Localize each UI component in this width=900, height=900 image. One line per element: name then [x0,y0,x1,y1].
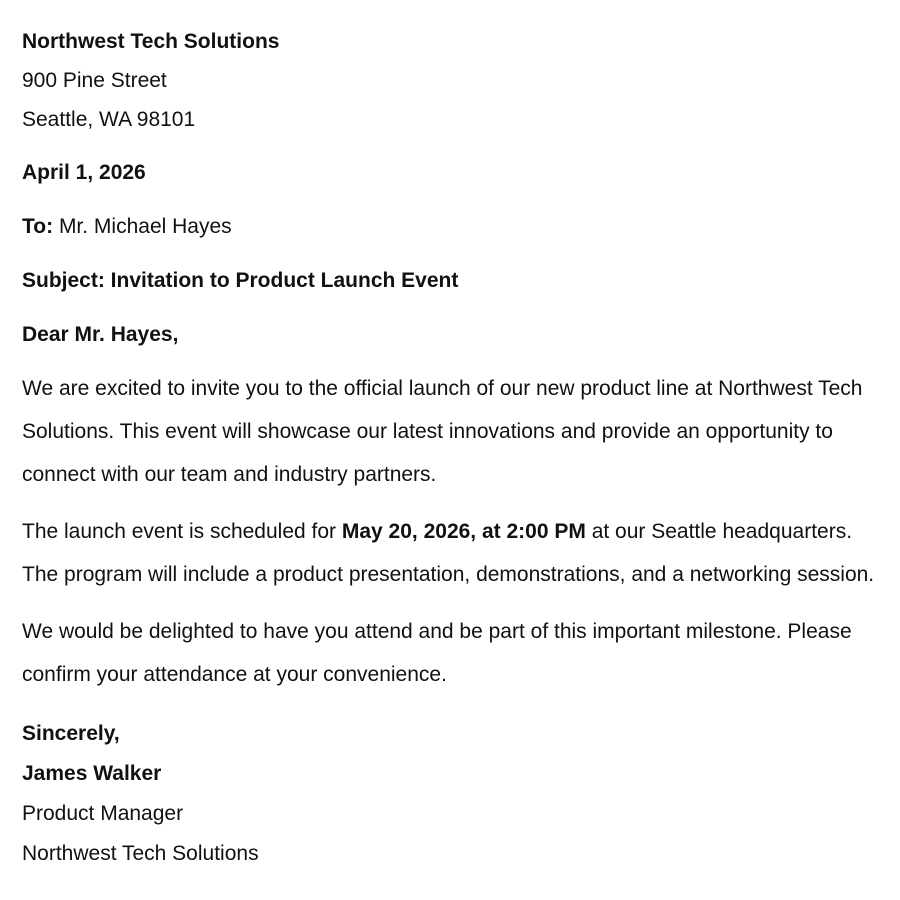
recipient-name: Mr. Michael Hayes [58,215,232,238]
letterhead-street: 900 Pine Street [22,69,167,92]
letterhead-company: Northwest Tech Solutions [22,30,280,53]
subject-line: Subject: Invitation to Product Launch Event [22,269,459,292]
salutation: Dear Mr. Hayes, [22,323,179,346]
letter-date: April 1, 2026 [22,161,146,184]
letterhead-city-state-zip: Seattle, WA 98101 [22,108,196,131]
paragraph-2-text-before: The launch event is scheduled for [22,520,342,543]
body-paragraph-1: We are excited to invite you to the official launch of our new product line at Northwest Tech Solutions. This event will showcase our latest innovations and provide an opportunity to connect with our team and industry partners. [22,377,863,486]
paragraph-2-text-after: at our Seattle headquarters. The program will include a product presentation, demonstrations, and a networking session. [22,520,875,586]
body-paragraph-3: We would be delighted to have you attend and be part of this important milestone. Please confirm your attendance at your convenience. [22,620,852,686]
signature-title: Product Manager [22,802,184,825]
signature-closing: Sincerely, [22,722,120,745]
recipient-label: To: [22,215,54,238]
body-paragraph-2 [22,510,880,596]
signature-company: Northwest Tech Solutions [22,842,259,865]
signature-name: James Walker [22,762,162,785]
signature-block [22,714,880,874]
recipient-line [22,207,880,246]
letterhead-block [22,22,880,139]
event-datetime-emphasis: May 20, 2026, at 2:00 PM [341,520,586,543]
